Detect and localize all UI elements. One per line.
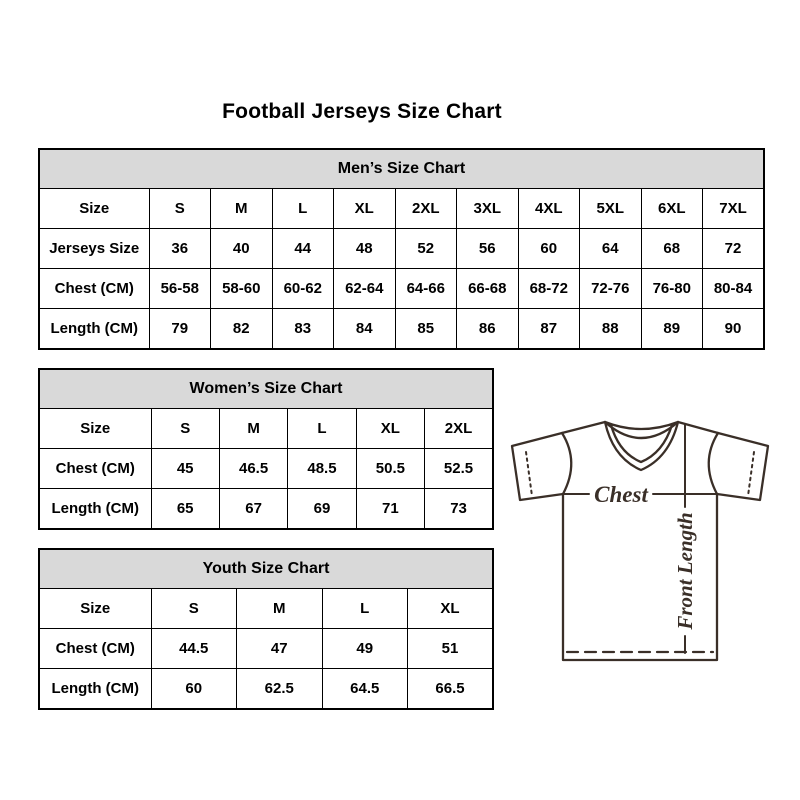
table-cell: 85: [395, 309, 457, 350]
row-header-cell: Size: [39, 409, 151, 449]
table-cell: 2XL: [425, 409, 493, 449]
table-row: [39, 309, 764, 350]
table-cell: 62-64: [334, 269, 396, 309]
table-cell: M: [211, 189, 273, 229]
table-cell: 64: [580, 229, 642, 269]
armhole-seam-left: [562, 433, 571, 494]
cuff-stitch-right: [748, 452, 754, 496]
table-row: [39, 229, 764, 269]
table-cell: XL: [334, 189, 396, 229]
table-cell: 82: [211, 309, 273, 350]
table-cell: 88: [580, 309, 642, 350]
jersey-outline: [512, 422, 768, 660]
table-cell: 36: [149, 229, 211, 269]
table-cell: 48.5: [288, 449, 356, 489]
table-cell: 68: [641, 229, 703, 269]
row-header-cell: Length (CM): [39, 489, 151, 530]
table-cell: 44.5: [151, 629, 237, 669]
table-cell: 62.5: [237, 669, 323, 710]
table-cell: 65: [151, 489, 219, 530]
table-cell: 79: [149, 309, 211, 350]
table-cell: M: [237, 589, 323, 629]
table-cell: 49: [322, 629, 408, 669]
table-cell: 46.5: [219, 449, 287, 489]
mens-table-title: Men’s Size Chart: [39, 149, 764, 189]
youth-table-title: Youth Size Chart: [39, 549, 493, 589]
page-title: Football Jerseys Size Chart: [222, 100, 502, 123]
table-cell: L: [272, 189, 334, 229]
table-cell: 40: [211, 229, 273, 269]
table-row: [39, 269, 764, 309]
table-cell: 51: [408, 629, 494, 669]
table-cell: 56: [457, 229, 519, 269]
womens-size-table: [38, 368, 494, 530]
table-cell: L: [288, 409, 356, 449]
table-cell: 6XL: [641, 189, 703, 229]
table-cell: 50.5: [356, 449, 424, 489]
table-row: [39, 409, 493, 449]
table-row: [39, 629, 493, 669]
table-cell: 44: [272, 229, 334, 269]
table-cell: 76-80: [641, 269, 703, 309]
table-cell: 66.5: [408, 669, 494, 710]
table-row: [39, 669, 493, 710]
table-cell: 68-72: [518, 269, 580, 309]
table-cell: 71: [356, 489, 424, 530]
table-cell: 66-68: [457, 269, 519, 309]
table-row: [39, 489, 493, 530]
table-cell: 72-76: [580, 269, 642, 309]
table-cell: 56-58: [149, 269, 211, 309]
table-cell: 60-62: [272, 269, 334, 309]
table-cell: 64.5: [322, 669, 408, 710]
table-cell: 47: [237, 629, 323, 669]
table-cell: XL: [408, 589, 494, 629]
table-cell: 60: [151, 669, 237, 710]
womens-table-title: Women’s Size Chart: [39, 369, 493, 409]
table-cell: 5XL: [580, 189, 642, 229]
table-cell: S: [149, 189, 211, 229]
table-row: [39, 589, 493, 629]
table-cell: 69: [288, 489, 356, 530]
row-header-cell: Chest (CM): [39, 629, 151, 669]
front-length-label: Front Length: [673, 512, 697, 630]
row-header-cell: Jerseys Size: [39, 229, 149, 269]
table-row: [39, 189, 764, 229]
cuff-stitch-left: [526, 452, 532, 496]
table-cell: 7XL: [703, 189, 765, 229]
table-cell: S: [151, 409, 219, 449]
table-cell: 72: [703, 229, 765, 269]
jersey-diagram: [505, 412, 775, 664]
chest-label: Chest: [594, 482, 648, 507]
table-title-row: [39, 549, 493, 589]
table-cell: 87: [518, 309, 580, 350]
table-cell: S: [151, 589, 237, 629]
row-header-cell: Chest (CM): [39, 449, 151, 489]
table-cell: 80-84: [703, 269, 765, 309]
table-cell: 64-66: [395, 269, 457, 309]
table-cell: 52: [395, 229, 457, 269]
table-cell: XL: [356, 409, 424, 449]
table-cell: 83: [272, 309, 334, 350]
table-cell: 45: [151, 449, 219, 489]
row-header-cell: Length (CM): [39, 309, 149, 350]
table-cell: 48: [334, 229, 396, 269]
youth-size-table: [38, 548, 494, 710]
table-row: [39, 449, 493, 489]
table-cell: 73: [425, 489, 493, 530]
armhole-seam-right: [709, 433, 718, 494]
row-header-cell: Size: [39, 189, 149, 229]
row-header-cell: Chest (CM): [39, 269, 149, 309]
table-cell: 86: [457, 309, 519, 350]
mens-size-table: [38, 148, 765, 350]
table-title-row: [39, 149, 764, 189]
table-cell: M: [219, 409, 287, 449]
table-cell: 2XL: [395, 189, 457, 229]
table-title-row: [39, 369, 493, 409]
table-cell: 3XL: [457, 189, 519, 229]
table-cell: L: [322, 589, 408, 629]
table-cell: 84: [334, 309, 396, 350]
table-cell: 60: [518, 229, 580, 269]
table-cell: 90: [703, 309, 765, 350]
table-cell: 52.5: [425, 449, 493, 489]
row-header-cell: Length (CM): [39, 669, 151, 710]
table-cell: 89: [641, 309, 703, 350]
row-header-cell: Size: [39, 589, 151, 629]
table-cell: 58-60: [211, 269, 273, 309]
table-cell: 4XL: [518, 189, 580, 229]
table-cell: 67: [219, 489, 287, 530]
